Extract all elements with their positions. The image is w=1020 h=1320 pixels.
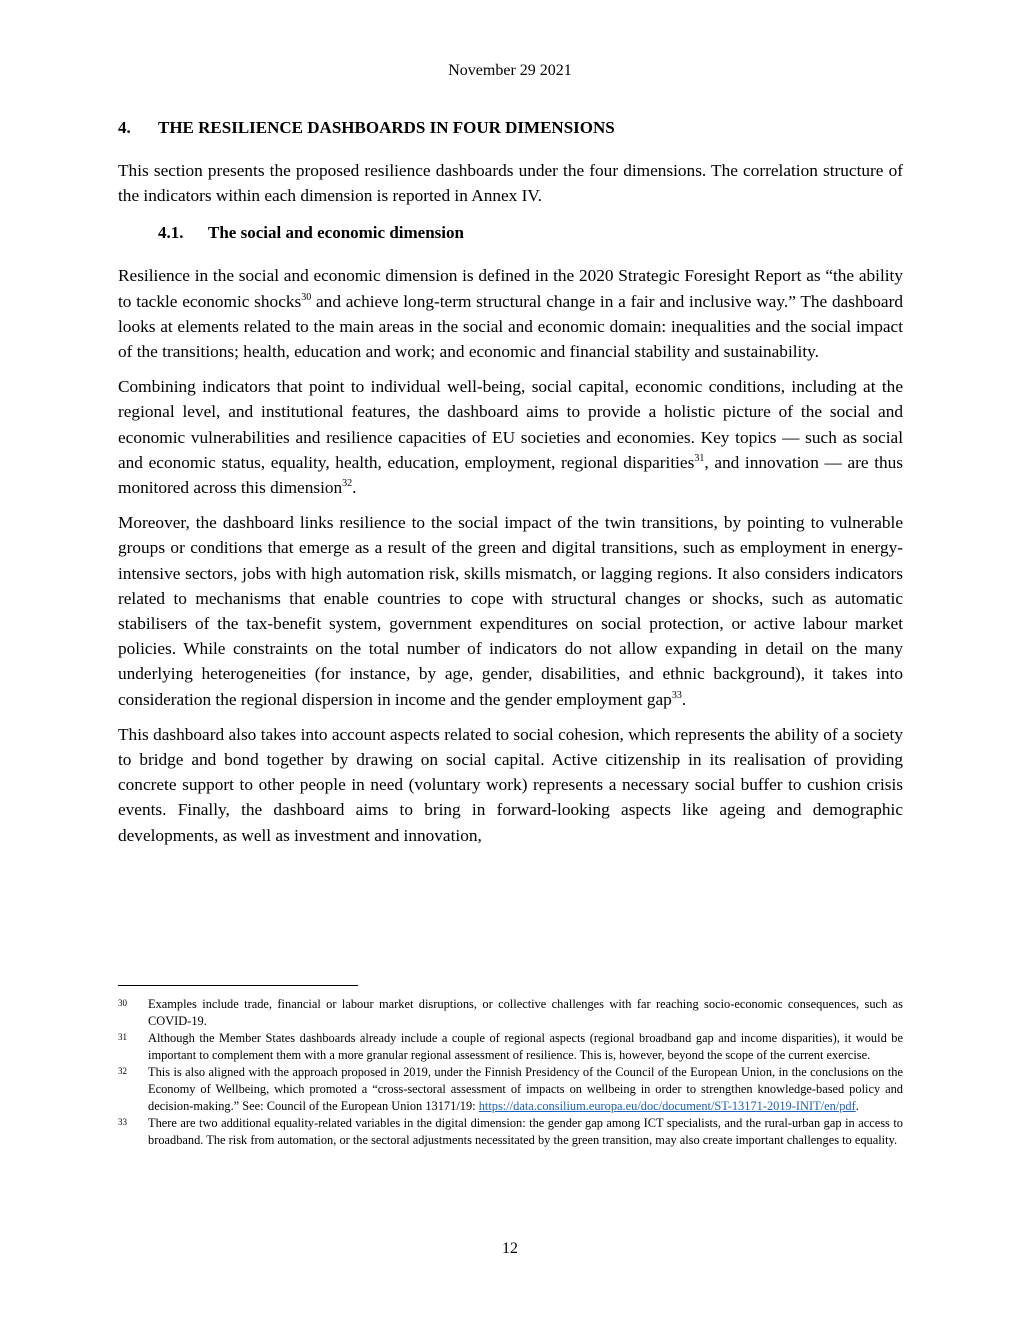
footnote-ref-31[interactable]: 31 [694,453,705,465]
footnote-30 [118,996,903,1030]
subsection-number: 4.1. [158,223,184,243]
footnote-number: 30 [118,998,127,1008]
intro-paragraph: This section presents the proposed resilience dashboards under the four dimensions. The correlation structure of the indicators within each dimension is reported in Annex IV. [118,161,903,206]
page-number: 12 [502,1240,518,1257]
page-header-date: November 29 2021 [448,62,572,79]
footnote-number: 32 [118,1066,127,1076]
paragraph-1: Resilience in the social and economic dimension is defined in the 2020 Strategic Foresight Report as “the ability to tackle economic shocks$^{30}$ and achieve long-term structural change in a fair and inclusive way.” The dashboard looks at elements related to the main areas in the social and economic domain: inequalities and the social impact of the transitions; health, education and work; and economic and financial stability and sustainability. [118,266,903,362]
subsection-title: The social and economic dimension [208,223,464,243]
footnote-32 [118,1064,903,1115]
section-heading [118,118,903,138]
footnote-text: Although the Member States dashboards already include a couple of regional aspects (regional broadband gap and income disparities), it would be important to complement them with a more granular regional assessment of resilience. This is, however, beyond the scope of the current exercise. [148,1031,903,1062]
council-document-link[interactable]: https://data.consilium.europa.eu/doc/document/ST-13171-2019-INIT/en/pdf [478,1099,856,1113]
main-content [118,118,903,858]
footnotes [118,996,903,1149]
footnote-text: This is also aligned with the approach proposed in 2019, under the Finnish Presidency of the Council of the European Union, in the conclusions on the Economy of Wellbeing, which promoted a “cross-sectoral assessment of impacts on wellbeing in order to strengthen knowledge-based policy and decision-making.” See: Council of the European Union 13171/19: https://data.consilium.europa.eu/doc/document/ST-13171-2019-INIT/en/pdf. [148,1065,903,1113]
footnote-33 [118,1115,903,1149]
paragraph-4: This dashboard also takes into account aspects related to social cohesion, which represents the ability of a society to bridge and bond together by drawing on social capital. Active citizenship in its realisation of providing concrete support to other people in need (voluntary work) represents a necessary social buffer to cushion crisis events. Finally, the dashboard aims to bring in forward-looking aspects like ageing and demographic developments, as well as investment and innovation, [118,724,903,845]
footnote-31 [118,1030,903,1064]
section-title: THE RESILIENCE DASHBOARDS IN FOUR DIMENSIONS [158,118,615,137]
footnote-number: 31 [118,1032,127,1042]
subsection-heading [158,223,903,243]
footnote-number: 33 [118,1117,127,1127]
section-number: 4. [118,118,131,137]
paragraph-2: Combining indicators that point to individual well-being, social capital, economic conditions, including at the regional level, and institutional features, the dashboard aims to provide a holistic picture of the social and economic vulnerabilities and resilience capacities of EU societies and economies. Key topics — such as social and economic status, equality, health, education, employment, regional disparities$^{31}$, and innovation — are thus monitored across this dimension$^{32}$. [118,377,904,498]
footnote-ref-32[interactable]: 32 [342,478,353,490]
footnote-text: Examples include trade, financial or labour market disruptions, or collective challenges with far reaching socio-economic consequences, such as COVID-19. [148,997,903,1028]
footnote-ref-33[interactable]: 33 [671,689,682,701]
paragraph-3: Moreover, the dashboard links resilience to the social impact of the twin transitions, by pointing to vulnerable groups or conditions that emerge as a result of the green and digital transitions, such as employment in energy-intensive sectors, jobs with high automation risk, skills mismatch, or lagging regions. It also considers indicators related to mechanisms that enable countries to cope with structural changes or shocks, such as automatic stabilisers of the tax-benefit system, government expenditures on social protection, or active labour market policies. While constraints on the total number of indicators do not allow expanding in detail on the many underlying heterogeneities (for instance, by age, gender, disabilities, and ethnic background), it takes into consideration the regional dispersion in income and the gender employment gap$^{33}$. [118,513,903,709]
footnote-text: There are two additional equality-related variables in the digital dimension: the gender gap among ICT specialists, and the rural-urban gap in access to broadband. The risk from automation, or the sectoral adjustments necessitated by the green transition, may also create important challenges to equality. [148,1116,903,1147]
footnote-ref-30[interactable]: 30 [301,291,312,303]
footnote-separator [118,985,358,986]
